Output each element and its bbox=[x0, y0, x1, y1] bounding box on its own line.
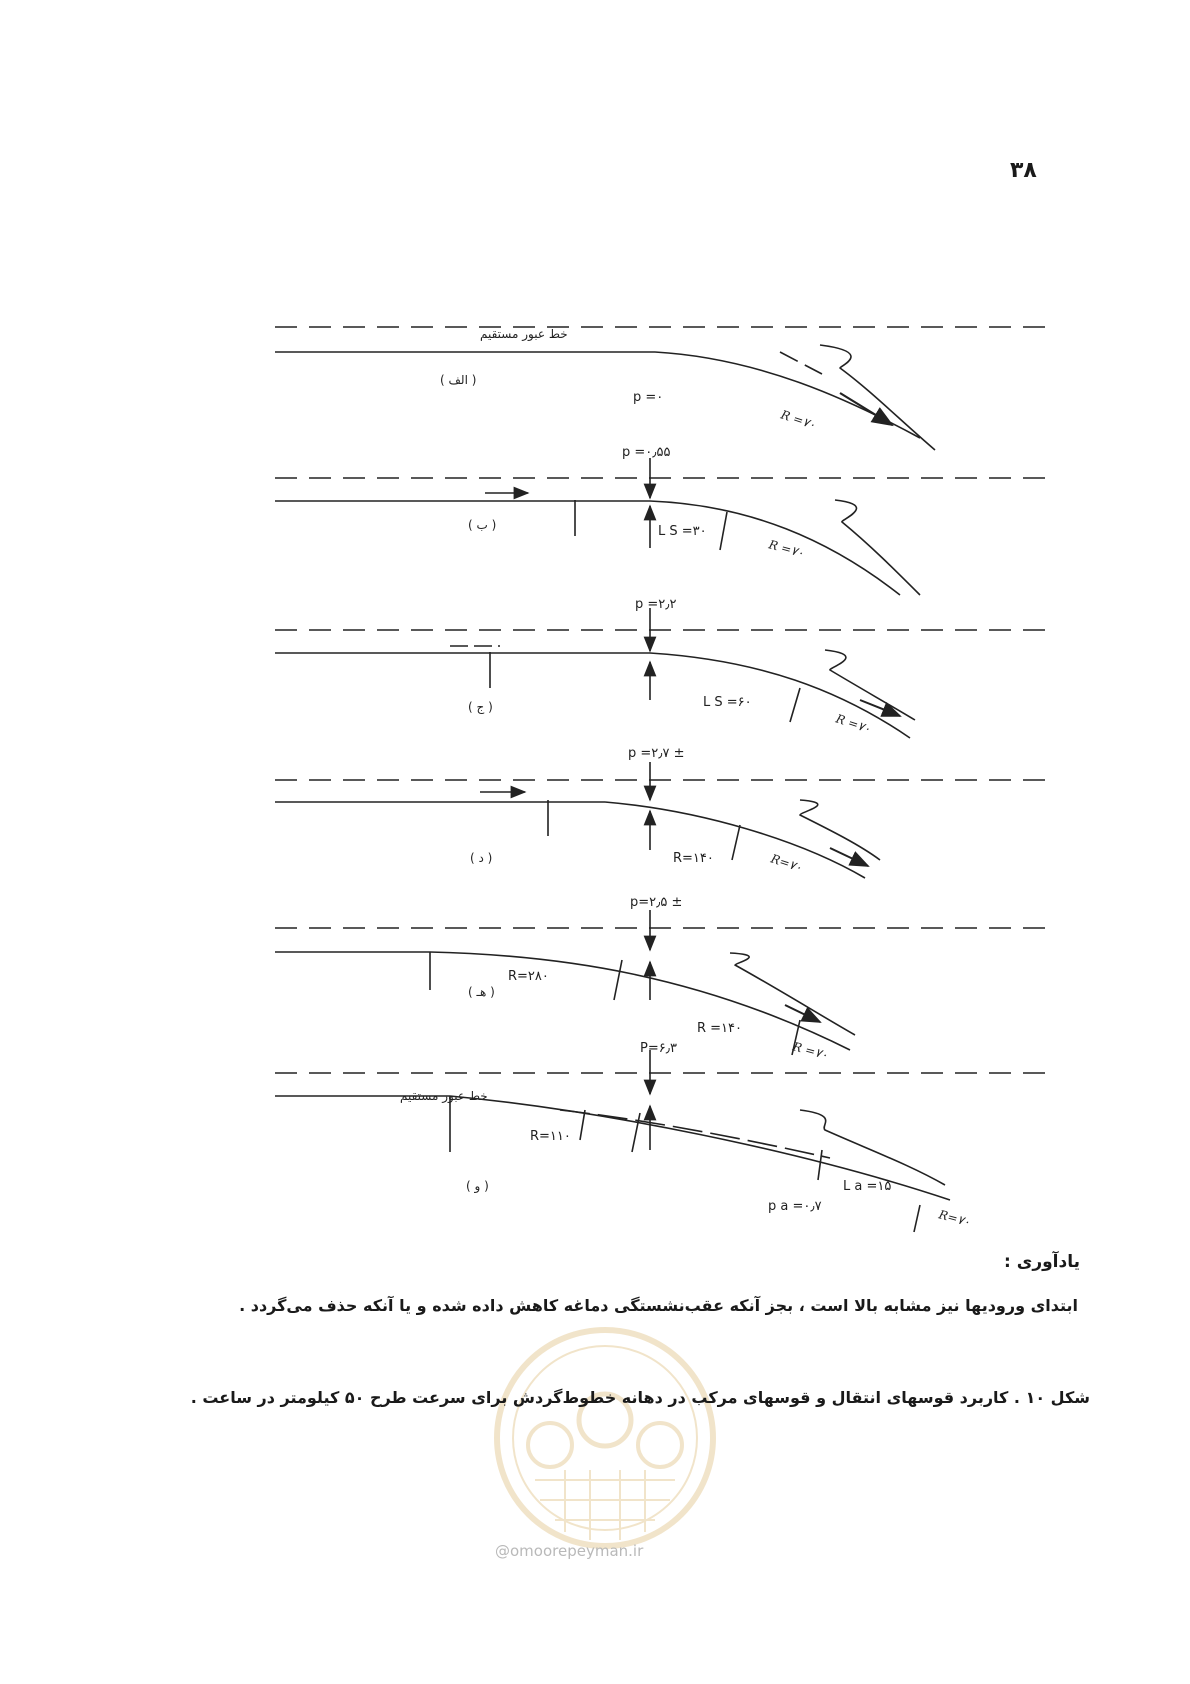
panel-a-p-label: p =۰ bbox=[633, 390, 664, 405]
panel-c bbox=[275, 608, 1045, 738]
panel-c-r-label: R =۷۰ bbox=[834, 711, 873, 736]
flow-arrow bbox=[840, 393, 892, 425]
panel-b-p-label: p =۰٫۵۵ bbox=[622, 445, 671, 460]
turn-curve bbox=[655, 352, 920, 438]
page-number: ۳۸ bbox=[1010, 158, 1037, 183]
panel-d-p-label: p =۲٫۷ ± bbox=[628, 746, 685, 761]
watermark-logo bbox=[490, 1320, 720, 1560]
panel-d-r2-label: R=۷۰ bbox=[769, 851, 804, 875]
panel-f-p-label: P=۶٫۳ bbox=[640, 1041, 677, 1056]
figure-caption: شکل ۱۰ . کاربرد قوسهای انتقال و قوسهای مرکب در دهانه خطوط‌گردش برای سرعت طرح ۵۰ کیلومتر در ساعت . bbox=[190, 1388, 1090, 1407]
panel-f-pa-label: p a =۰٫۷ bbox=[768, 1199, 822, 1214]
panel-e-r1-label: R=۲۸۰ bbox=[508, 969, 549, 984]
panel-e-p-label: p=۲٫۵ ± bbox=[630, 895, 683, 910]
turn-curve bbox=[430, 952, 850, 1050]
nose-curve bbox=[835, 500, 920, 595]
panel-a-r-label: R =۷۰ bbox=[779, 407, 818, 432]
panel-b-label: ( ب ) bbox=[468, 518, 497, 532]
panel-f-r1-label: R=۱۱۰ bbox=[530, 1129, 571, 1144]
panel-f bbox=[275, 1050, 1045, 1232]
panel-e bbox=[275, 910, 1045, 1055]
panel-c-label: ( ج ) bbox=[468, 700, 493, 714]
panel-a bbox=[275, 327, 1045, 450]
panel-d-label: ( د ) bbox=[470, 851, 493, 865]
panel-e-label: ( هـ ) bbox=[468, 985, 495, 999]
panel-d-r1-label: R=۱۴۰ bbox=[673, 851, 714, 866]
nose-curve bbox=[730, 953, 855, 1035]
panel-f-la-label: L a =۱۵ bbox=[843, 1179, 892, 1194]
nose-curve bbox=[800, 1110, 945, 1185]
note-body: ابتدای ورودیها نیز مشابه بالا است ، بجز آنکه عقب‌نشستگی دماغه کاهش داده شده و یا آنکه حذف می‌گردد . bbox=[239, 1296, 1078, 1315]
panel-e-r3-label: R =۷۰ bbox=[791, 1039, 830, 1063]
panel-b-r-label: R =۷۰ bbox=[767, 537, 806, 561]
panel-f-r2-label: R=۷۰ bbox=[937, 1207, 972, 1230]
watermark-text: @omoorepeyman.ir bbox=[495, 1542, 644, 1560]
panel-e-r2-label: R =۱۴۰ bbox=[697, 1021, 743, 1036]
panel-a-lane-label: خط عبور مستقیم bbox=[480, 327, 568, 341]
panel-b-ls-label: L S =۳۰ bbox=[658, 524, 707, 539]
panel-f-label: ( و ) bbox=[466, 1179, 489, 1193]
panel-c-ls-label: L S =۶۰ bbox=[703, 695, 752, 710]
turn-curve bbox=[605, 802, 865, 878]
nose-curve bbox=[825, 650, 915, 720]
panel-d bbox=[275, 762, 1045, 878]
panel-c-p-label: p =۲٫۲ bbox=[635, 597, 677, 612]
panel-a-label: ( الف ) bbox=[440, 373, 477, 387]
note-heading: یادآوری : bbox=[1004, 1252, 1080, 1272]
panel-f-lane-label: خط عبور مستقیم bbox=[400, 1089, 488, 1103]
